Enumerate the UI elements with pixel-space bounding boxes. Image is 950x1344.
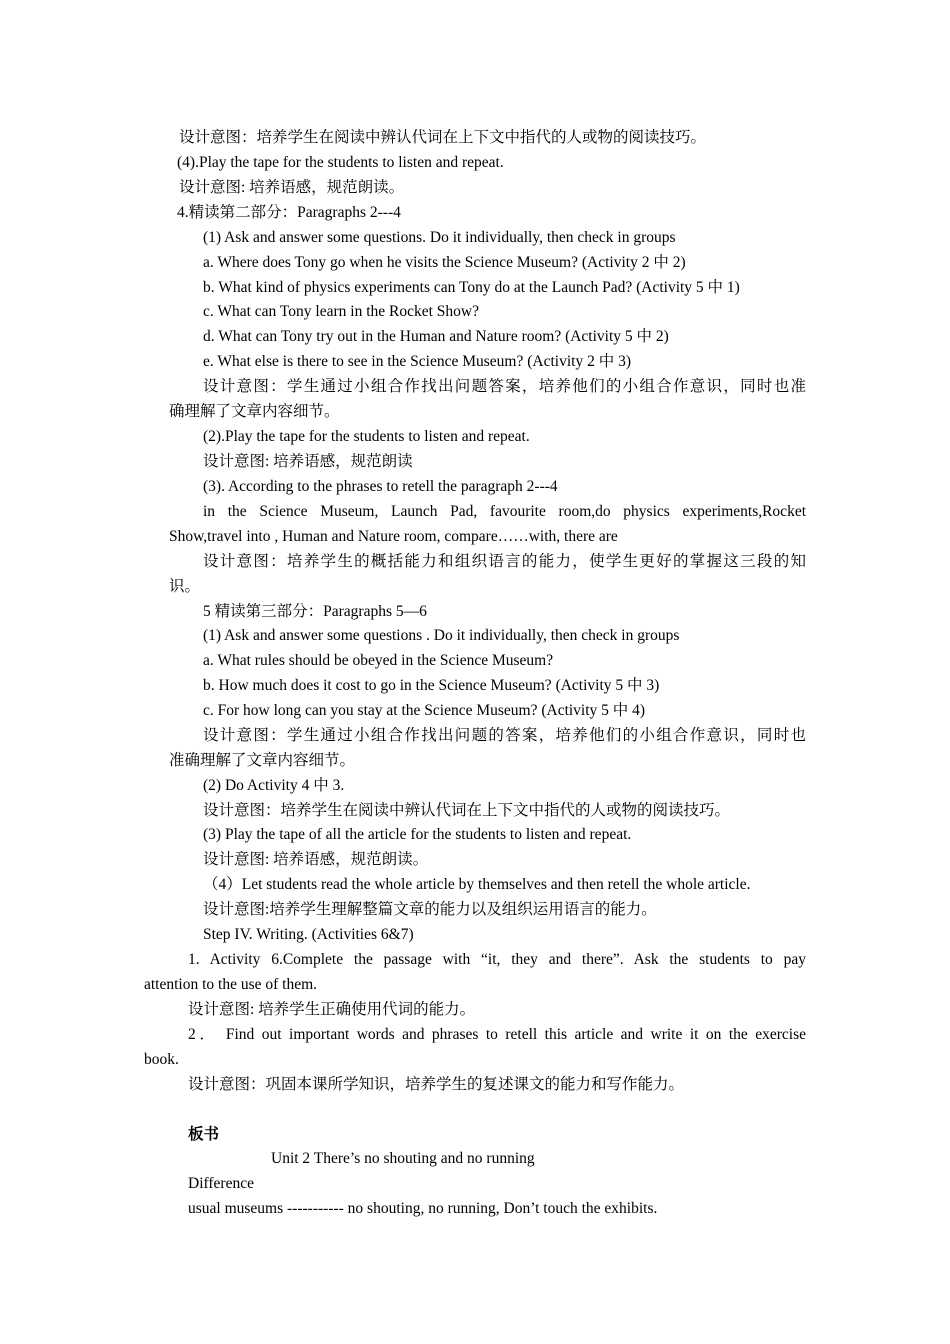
text-line: 设计意图: 培养学生正确使用代词的能力。 — [188, 1001, 476, 1018]
text-line: 设计意图: 培养语感，规范朗读。 — [179, 179, 405, 196]
question-item: c. What can Tony learn in the Rocket Show? — [203, 303, 479, 320]
text-line: 设计意图：培养学生在阅读中辨认代词在上下文中指代的人或物的阅读技巧。 — [179, 129, 707, 146]
question-item: b. What kind of physics experiments can Tony do at the Launch Pad? (Activity 5 中 1) — [203, 279, 740, 296]
text-line: 确理解了文章内容细节。 — [169, 403, 340, 420]
text-line: 设计意图：学生通过小组合作找出问题的答案，培养他们的小组合作意识，同时也 — [203, 727, 806, 744]
text-line: 设计意图：培养学生的概括能力和组织语言的能力，使学生更好的掌握这三段的知 — [203, 553, 806, 570]
question-item: a. Where does Tony go when he visits the Science Museum? (Activity 2 中 2) — [203, 254, 686, 271]
text-line: Show,travel into , Human and Nature room, compare……with, there are — [169, 528, 618, 545]
text-line: (1) Ask and answer some questions . Do it individually, then check in groups — [203, 627, 680, 644]
section-heading: 4.精读第二部分：Paragraphs 2---4 — [177, 204, 401, 221]
text-line: (1) Ask and answer some questions. Do it individually, then check in groups — [203, 229, 676, 246]
text-line: in the Science Museum, Launch Pad, favourite room,do physics experiments,Rocket — [203, 503, 806, 520]
text-line: (3) Play the tape of all the article for the students to listen and repeat. — [203, 826, 632, 843]
text-line: 准确理解了文章内容细节。 — [169, 752, 356, 769]
question-item: a. What rules should be obeyed in the Science Museum? — [203, 652, 554, 669]
question-item: b. How much does it cost to go in the Science Museum? (Activity 5 中 3) — [203, 677, 660, 694]
text-line: (3). According to the phrases to retell the paragraph 2---4 — [203, 478, 558, 495]
text-line: 设计意图：巩固本课所学知识，培养学生的复述课文的能力和写作能力。 — [188, 1076, 685, 1093]
text-line: 识。 — [169, 578, 201, 595]
text-line: (2) Do Activity 4 中 3. — [203, 777, 345, 794]
text-line: (4).Play the tape for the students to listen and repeat. — [177, 154, 504, 171]
section-heading: 5 精读第三部分：Paragraphs 5—6 — [203, 603, 427, 620]
text-line: 设计意图: 培养语感，规范朗读 — [203, 453, 413, 470]
text-line: (2).Play the tape for the students to listen and repeat. — [203, 428, 530, 445]
question-item: e. What else is there to see in the Science Museum? (Activity 2 中 3) — [203, 353, 631, 370]
text-line: （4）Let students read the whole article by themselves and then retell the whole article. — [203, 876, 751, 893]
question-item: d. What can Tony try out in the Human and Nature room? (Activity 5 中 2) — [203, 328, 669, 345]
text-line: book. — [144, 1051, 179, 1068]
board-text: usual museums ----------- no shouting, no running, Don’t touch the exhibits. — [188, 1200, 658, 1217]
text-line: 设计意图：学生通过小组合作找出问题答案，培养他们的小组合作意识，同时也准 — [203, 378, 806, 395]
board-text: Difference — [188, 1175, 254, 1192]
text-line: 设计意图:培养学生理解整篇文章的能力以及组织运用语言的能力。 — [203, 901, 657, 918]
question-item: c. For how long can you stay at the Science Museum? (Activity 5 中 4) — [203, 702, 646, 719]
text-line: 设计意图：培养学生在阅读中辨认代词在上下文中指代的人或物的阅读技巧。 — [203, 802, 731, 819]
text-line: 1. Activity 6.Complete the passage with “it, they and there”. Ask the students to pay — [188, 951, 806, 968]
board-heading: 板书 — [188, 1126, 220, 1143]
board-title: Unit 2 There’s no shouting and no running — [271, 1150, 535, 1167]
text-line: 2． Find out important words and phrases to retell this article and write it on the exercise — [188, 1026, 806, 1043]
text-line: attention to the use of them. — [144, 976, 318, 993]
step-heading: Step IV. Writing. (Activities 6&7) — [203, 926, 414, 943]
text-line: 设计意图: 培养语感，规范朗读。 — [203, 851, 429, 868]
